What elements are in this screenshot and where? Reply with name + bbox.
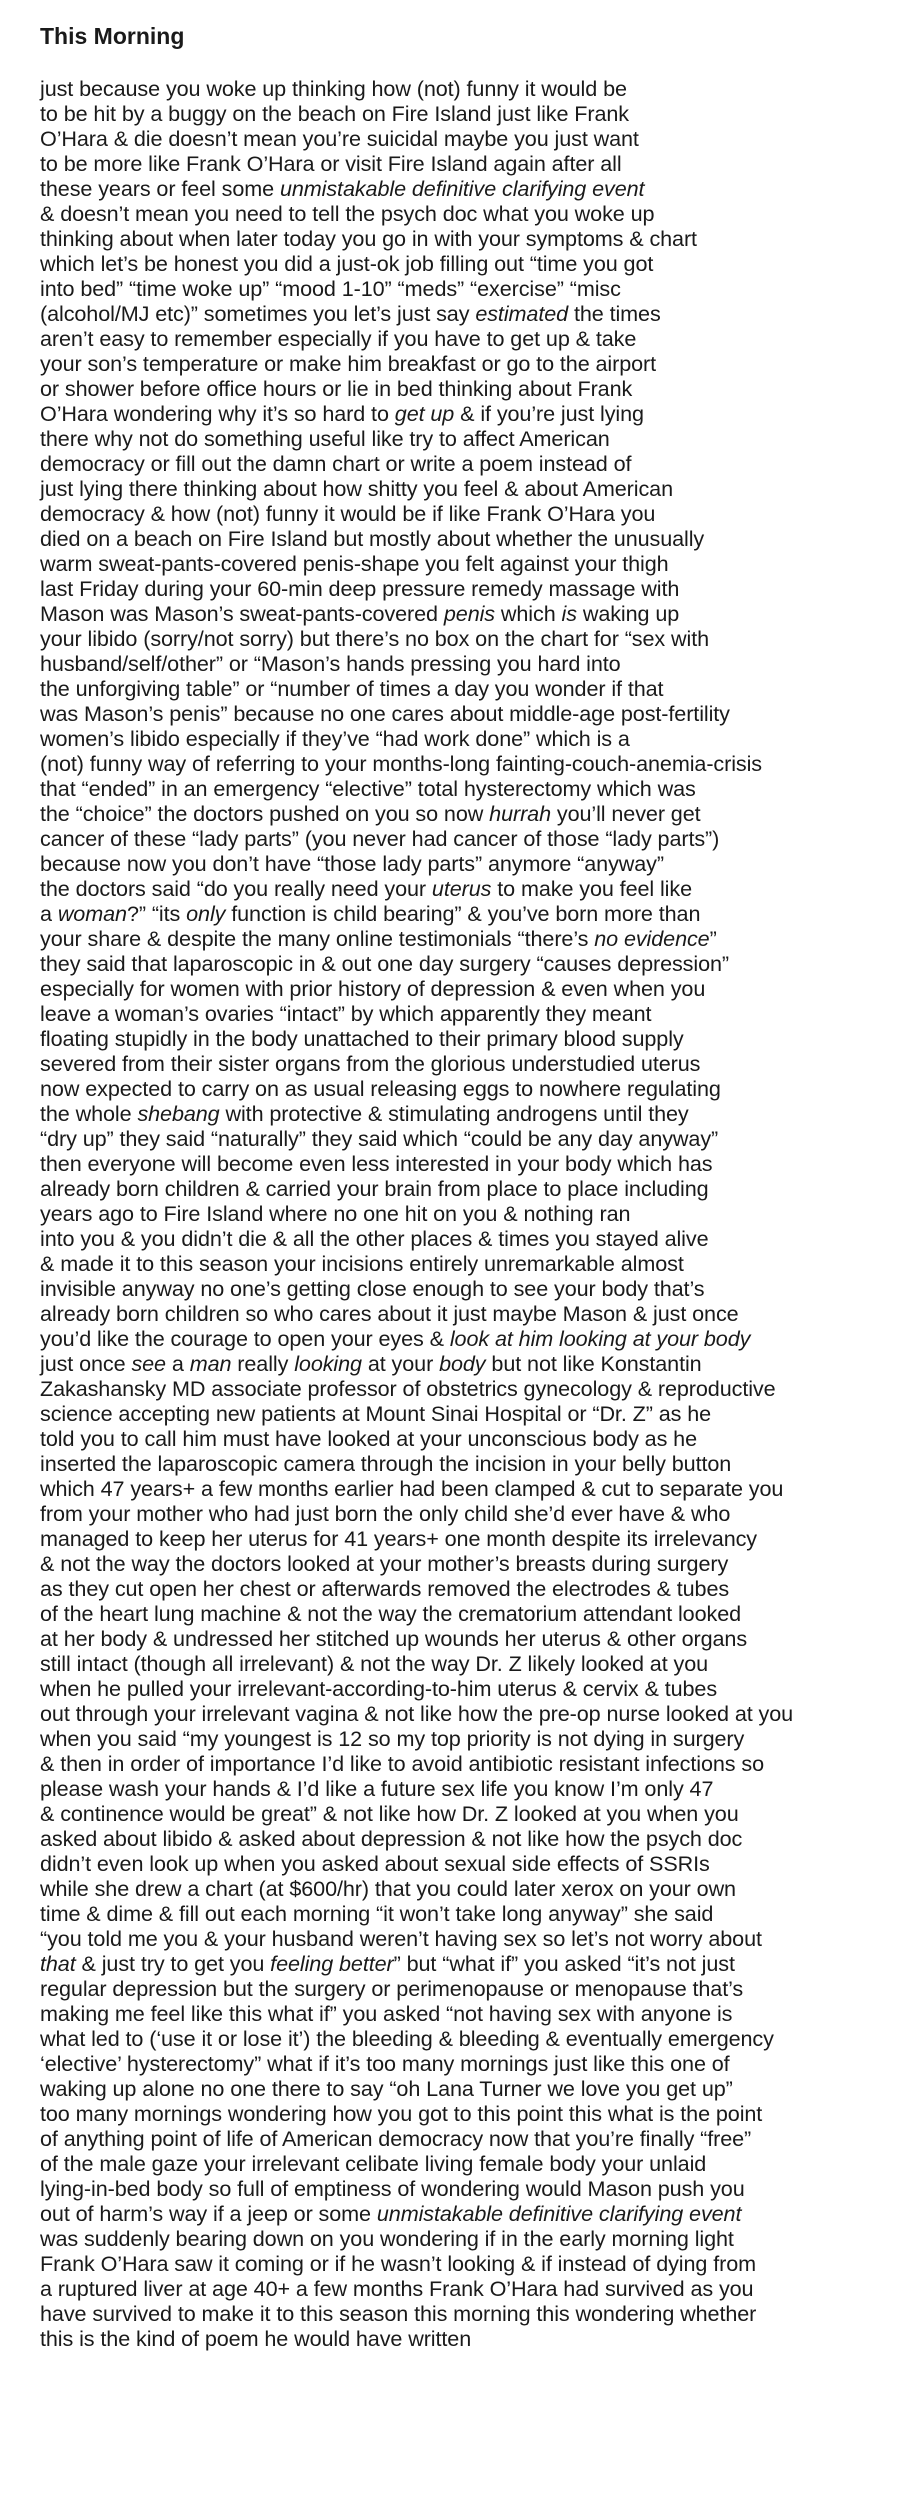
poem-line (40, 2201, 905, 2226)
poem-line (40, 1101, 905, 1126)
poem-line (40, 1876, 905, 1901)
poem-text: have survived to make it to this season this morning this wondering whether (40, 2301, 757, 2326)
poem-text: asked about libido & asked about depression & not like how the psych doc (40, 1826, 743, 1851)
poem-text: democracy or fill out the damn chart or write a poem instead of (40, 451, 632, 476)
poem-italic-text: look at him looking at your body (449, 1326, 751, 1351)
poem-line (40, 1501, 905, 1526)
poem-text: invisible anyway no one’s getting close enough to see your body that’s (40, 1276, 705, 1301)
poem-line (40, 2151, 905, 2176)
poem-text: but not like Konstantin (485, 1351, 702, 1376)
poem-text: as they cut open her chest or afterwards removed the electrodes & tubes (40, 1576, 730, 1601)
poem-text: cancer of these “lady parts” (you never had cancer of those “lady parts”) (40, 826, 720, 851)
poem-text: out through your irrelevant vagina & not like how the pre-op nurse looked at you (40, 1701, 794, 1726)
poem-text: already born children so who cares about it just maybe Mason & just once (40, 1301, 739, 1326)
poem-line (40, 276, 905, 301)
poem-text: out of harm’s way if a jeep or some (40, 2201, 377, 2226)
poem-text: when you said “my youngest is 12 so my top priority is not dying in surgery (40, 1726, 745, 1751)
poem-text: these years or feel some (40, 176, 280, 201)
poem-line (40, 1951, 905, 1976)
poem-text: managed to keep her uterus for 41 years+ one month despite its irrelevancy (40, 1526, 758, 1551)
poem-line (40, 501, 905, 526)
poem-line (40, 1701, 905, 1726)
poem-line (40, 1851, 905, 1876)
poem-text: last Friday during your 60-min deep pressure remedy massage with (40, 576, 680, 601)
poem-text: the whole (40, 1101, 138, 1126)
poem-line (40, 1026, 905, 1051)
poem-line (40, 901, 905, 926)
poem-italic-text: feeling better (270, 1951, 394, 1976)
poem-line (40, 1126, 905, 1151)
poem-text: regular depression but the surgery or perimenopause or menopause that’s (40, 1976, 744, 2001)
poem-line (40, 2326, 905, 2351)
poem-line (40, 701, 905, 726)
poem-text: your share & despite the many online testimonials “there’s (40, 926, 595, 951)
poem-text: of the male gaze your irrelevant celibate living female body your unlaid (40, 2151, 707, 2176)
poem-text: & not the way the doctors looked at your mother’s breasts during surgery (40, 1551, 729, 1576)
poem-text: or shower before office hours or lie in bed thinking about Frank (40, 376, 633, 401)
poem-italic-text: body (439, 1351, 486, 1376)
poem-text: there why not do something useful like try to affect American (40, 426, 610, 451)
poem-text: & just try to get you (75, 1951, 271, 1976)
poem-text: to be hit by a buggy on the beach on Fire Island just like Frank (40, 101, 629, 126)
poem-line (40, 1976, 905, 2001)
poem-line (40, 251, 905, 276)
poem-line (40, 2301, 905, 2326)
poem-text: Zakashansky MD associate professor of obstetrics gynecology & reproductive (40, 1376, 776, 1401)
poem-text: the times (568, 301, 661, 326)
poem-text: your libido (sorry/not sorry) but there’s no box on the chart for “sex with (40, 626, 710, 651)
poem-text: a (165, 1351, 190, 1376)
poem-text: leave a woman’s ovaries “intact” by which apparently they meant (40, 1001, 652, 1026)
poem-line (40, 1651, 905, 1676)
poem-italic-text: shebang (137, 1101, 220, 1126)
poem-line (40, 2051, 905, 2076)
poem-text: waking up (576, 601, 680, 626)
poem-text: which let’s be honest you did a just-ok job filling out “time you got (40, 251, 654, 276)
poem-line (40, 2026, 905, 2051)
poem-line (40, 1401, 905, 1426)
poem-text: what led to (‘use it or lose it’) the bleeding & bleeding & eventually emergency (40, 2026, 774, 2051)
poem-text: floating stupidly in the body unattached to their primary blood supply (40, 1026, 684, 1051)
poem-line (40, 451, 905, 476)
poem-text: into you & you didn’t die & all the other places & times you stayed alive (40, 1226, 709, 1251)
poem-line (40, 851, 905, 876)
poem-text: science accepting new patients at Mount Sinai Hospital or “Dr. Z” as he (40, 1401, 712, 1426)
poem-line (40, 1826, 905, 1851)
poem-text: lying-in-bed body so full of emptiness of wondering would Mason push you (40, 2176, 745, 2201)
poem-line (40, 976, 905, 1001)
poem-text: “you told me you & your husband weren’t having sex so let’s not worry about (40, 1926, 762, 1951)
poem-line (40, 2101, 905, 2126)
poem-text: when he pulled your irrelevant-according-to-him uterus & cervix & tubes (40, 1676, 718, 1701)
poem-line (40, 1451, 905, 1476)
poem-text: you’d like the courage to open your eyes & (40, 1326, 450, 1351)
poem-text: democracy & how (not) funny it would be if like Frank O’Hara you (40, 501, 656, 526)
poem-line (40, 1601, 905, 1626)
poem-line (40, 376, 905, 401)
poem-line (40, 1476, 905, 1501)
poem-line (40, 126, 905, 151)
poem-italic-text: is (561, 601, 577, 626)
poem-line (40, 1751, 905, 1776)
poem-italic-text: looking (294, 1351, 362, 1376)
poem-text: ” (709, 926, 717, 951)
poem-line (40, 351, 905, 376)
poem-line (40, 1351, 905, 1376)
poem-line (40, 2176, 905, 2201)
poem-text: of anything point of life of American democracy now that you’re finally “free” (40, 2126, 752, 2151)
poem-text: to make you feel like (491, 876, 692, 901)
poem-line (40, 951, 905, 976)
poem-line (40, 201, 905, 226)
poem-line (40, 476, 905, 501)
poem-text: & continence would be great” & not like how Dr. Z looked at you when you (40, 1801, 739, 1826)
poem-italic-text: estimated (475, 301, 569, 326)
poem-text: time & dime & fill out each morning “it won’t take long anyway” she said (40, 1901, 714, 1926)
poem-italic-text: man (189, 1351, 232, 1376)
poem-text: just because you woke up thinking how (not) funny it would be (40, 76, 627, 101)
poem-line (40, 401, 905, 426)
poem-line (40, 301, 905, 326)
poem-text: didn’t even look up when you asked about sexual side effects of SSRIs (40, 1851, 710, 1876)
poem-text: a (40, 901, 58, 926)
poem-line (40, 651, 905, 676)
poem-text: (alcohol/MJ etc)” sometimes you let’s just say (40, 301, 476, 326)
poem-text: husband/self/other” or “Mason’s hands pressing you hard into (40, 651, 621, 676)
poem-italic-text: unmistakable definitive clarifying event (279, 176, 645, 201)
poem-line (40, 1576, 905, 1601)
poem-body (40, 76, 905, 2351)
poem-line (40, 1776, 905, 1801)
poem-line (40, 1626, 905, 1651)
poem-text: you’ll never get (550, 801, 701, 826)
poem-text: too many mornings wondering how you got to this point this what is the point (40, 2101, 763, 2126)
poem-text: this is the kind of poem he would have written (40, 2326, 472, 2351)
poem-text: inserted the laparoscopic camera through the incision in your belly button (40, 1451, 732, 1476)
poem-italic-text: hurrah (489, 801, 551, 826)
poem-text: while she drew a chart (at $600/hr) that you could later xerox on your own (40, 1876, 736, 1901)
poem-line (40, 1301, 905, 1326)
poem-line (40, 1001, 905, 1026)
poem-line (40, 1551, 905, 1576)
poem-text: waking up alone no one there to say “oh Lana Turner we love you get up” (40, 2076, 733, 2101)
poem-text: from your mother who had just born the only child she’d ever have & who (40, 1501, 731, 1526)
poem-text: & if you’re just lying (454, 401, 644, 426)
poem-text: severed from their sister organs from the glorious understudied uterus (40, 1051, 701, 1076)
poem-line (40, 1051, 905, 1076)
poem-text: then everyone will become even less interested in your body which has (40, 1151, 713, 1176)
poem-text: warm sweat-pants-covered penis-shape you felt against your thigh (40, 551, 669, 576)
poem-text: the unforgiving table” or “number of times a day you wonder if that (40, 676, 664, 701)
poem-text: function is child bearing” & you’ve born more than (225, 901, 701, 926)
poem-line (40, 801, 905, 826)
poem-text: they said that laparoscopic in & out one day surgery “causes depression” (40, 951, 729, 976)
poem-line (40, 2251, 905, 2276)
poem-text: to be more like Frank O’Hara or visit Fire Island again after all (40, 151, 622, 176)
poem-text: thinking about when later today you go in with your symptoms & chart (40, 226, 697, 251)
poem-text: already born children & carried your brain from place to place including (40, 1176, 709, 1201)
poem-line (40, 2126, 905, 2151)
poem-line (40, 776, 905, 801)
poem-text: was suddenly bearing down on you wondering if in the early morning light (40, 2226, 734, 2251)
poem-line (40, 1251, 905, 1276)
poem-italic-text: see (131, 1351, 166, 1376)
poem-italic-text: uterus (431, 876, 492, 901)
poem-text: of the heart lung machine & not the way the crematorium attendant looked (40, 1601, 742, 1626)
poem-text: especially for women with prior history of depression & even when you (40, 976, 706, 1001)
poem-text: which 47 years+ a few months earlier had been clamped & cut to separate you (40, 1476, 784, 1501)
poem-line (40, 1726, 905, 1751)
poem-italic-text: penis (443, 601, 495, 626)
poem-line (40, 751, 905, 776)
poem-line (40, 226, 905, 251)
poem-line (40, 176, 905, 201)
poem-italic-text: unmistakable definitive clarifying event (376, 2201, 742, 2226)
poem-text: still intact (though all irrelevant) & not the way Dr. Z likely looked at you (40, 1651, 709, 1676)
poem-line (40, 76, 905, 101)
poem-text: into bed” “time woke up” “mood 1-10” “meds” “exercise” “misc (40, 276, 621, 301)
poem-text: Frank O’Hara saw it coming or if he wasn’t looking & if instead of dying from (40, 2251, 756, 2276)
poem-italic-text: only (186, 901, 226, 926)
poem-italic-text: no evidence (594, 926, 710, 951)
poem-text: (not) funny way of referring to your months-long fainting-couch-anemia-crisis (40, 751, 763, 776)
poem-italic-text: that (40, 1951, 76, 1976)
poem-line (40, 1676, 905, 1701)
poem-line (40, 876, 905, 901)
poem-text: & doesn’t mean you need to tell the psych doc what you woke up (40, 201, 655, 226)
poem-line (40, 1326, 905, 1351)
poem-text: that “ended” in an emergency “elective” total hysterectomy which was (40, 776, 696, 801)
poem-line (40, 1926, 905, 1951)
poem-text: at your (361, 1351, 440, 1376)
poem-text: your son’s temperature or make him breakfast or go to the airport (40, 351, 657, 376)
poem-line (40, 1801, 905, 1826)
poem-line (40, 926, 905, 951)
poem-text: years ago to Fire Island where no one hit on you & nothing ran (40, 1201, 631, 1226)
poem-text: just once (40, 1351, 132, 1376)
poem-line (40, 1076, 905, 1101)
poem-text: please wash your hands & I’d like a future sex life you know I’m only 47 (40, 1776, 714, 1801)
poem-text: ” but “what if” you asked “it’s not just (393, 1951, 735, 1976)
poem-text: was Mason’s penis” because no one cares about middle-age post-fertility (40, 701, 730, 726)
poem-line (40, 1201, 905, 1226)
poem-line (40, 1426, 905, 1451)
poem-line (40, 101, 905, 126)
poem-line (40, 151, 905, 176)
poem-line (40, 1901, 905, 1926)
poem-text: Mason was Mason’s sweat-pants-covered (40, 601, 444, 626)
poem-text: ?” “its (126, 901, 187, 926)
poem-line (40, 1276, 905, 1301)
poem-line (40, 1526, 905, 1551)
poem-line (40, 551, 905, 576)
poem-italic-text: get up (394, 401, 455, 426)
poem-text: & made it to this season your incisions entirely unremarkable almost (40, 1251, 684, 1276)
poem-line (40, 826, 905, 851)
poem-text: a ruptured liver at age 40+ a few months Frank O’Hara had survived as you (40, 2276, 754, 2301)
poem-text: because now you don’t have “those lady parts” anymore “anyway” (40, 851, 664, 876)
poem-text: ‘elective’ hysterectomy” what if it’s too many mornings just like this one of (40, 2051, 730, 2076)
poem-text: now expected to carry on as usual releasing eggs to nowhere regulating (40, 1076, 721, 1101)
poem-line (40, 326, 905, 351)
poem-text: really (231, 1351, 295, 1376)
poem-text: aren’t easy to remember especially if you have to get up & take (40, 326, 637, 351)
poem-line (40, 426, 905, 451)
poem-text: O’Hara & die doesn’t mean you’re suicidal maybe you just want (40, 126, 639, 151)
poem-line (40, 2076, 905, 2101)
poem-text: the “choice” the doctors pushed on you so now (40, 801, 490, 826)
poem-line (40, 576, 905, 601)
poem-text: “dry up” they said “naturally” they said which “could be any day anyway” (40, 1126, 719, 1151)
poem-line (40, 726, 905, 751)
poem-text: with protective & stimulating androgens until they (219, 1101, 689, 1126)
poem-text: O’Hara wondering why it’s so hard to (40, 401, 395, 426)
poem-line (40, 1176, 905, 1201)
poem-text: & then in order of importance I’d like to avoid antibiotic resistant infections so (40, 1751, 764, 1776)
poem-title: This Morning (40, 23, 185, 49)
poem-text: just lying there thinking about how shitty you feel & about American (40, 476, 673, 501)
poem-line (40, 1226, 905, 1251)
poem-line (40, 2276, 905, 2301)
poem-line (40, 526, 905, 551)
poem-line (40, 676, 905, 701)
poem-line (40, 626, 905, 651)
poem-text: at her body & undressed her stitched up wounds her uterus & other organs (40, 1626, 748, 1651)
poem-text: which (495, 601, 562, 626)
poem-text: women’s libido especially if they’ve “had work done” which is a (40, 726, 630, 751)
poem-line (40, 1151, 905, 1176)
poem-line (40, 2001, 905, 2026)
poem-text: the doctors said “do you really need your (40, 876, 432, 901)
poem-text: told you to call him must have looked at your unconscious body as he (40, 1426, 697, 1451)
poem-italic-text: woman (57, 901, 127, 926)
poem-text: died on a beach on Fire Island but mostly about whether the unusually (40, 526, 705, 551)
poem-line (40, 1376, 905, 1401)
poem-text: making me feel like this what if” you asked “not having sex with anyone is (40, 2001, 733, 2026)
poem-line (40, 601, 905, 626)
poem-line (40, 2226, 905, 2251)
